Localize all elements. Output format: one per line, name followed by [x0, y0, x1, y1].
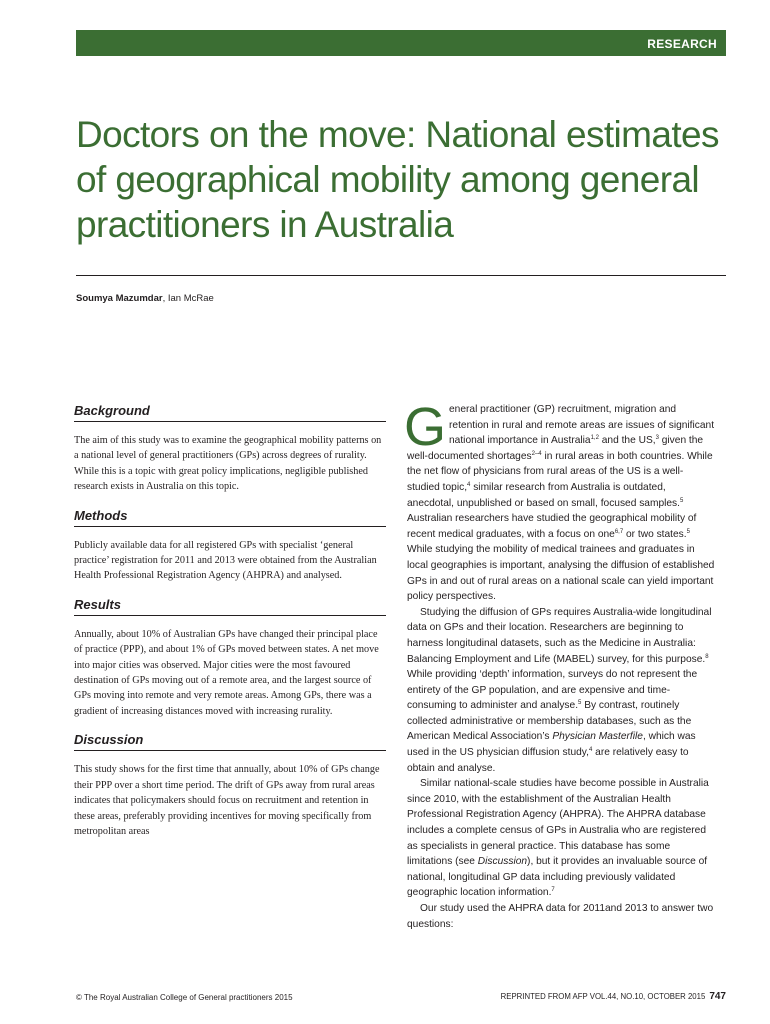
body-text: Similar national-scale studies have become possible in Australia since 2010, with the establishment of the Australian Health Professional Registration Agency (AHPRA). The AHPRA database includes a complete census of GPs in Australia who are registered as specialists in general practice. This database has some limitations (see	[407, 778, 709, 868]
body-text: or two states.	[623, 528, 687, 540]
italic-term: Discussion	[477, 856, 528, 868]
background-heading: Background	[74, 402, 386, 422]
author-line	[76, 293, 214, 305]
citation-ref: 5	[578, 700, 582, 707]
body-text: Australian researchers have studied the geographical mobility of recent medical graduates, with a focus on one	[407, 513, 697, 540]
body-paragraph	[407, 605, 715, 777]
discussion-heading: Discussion	[74, 731, 386, 751]
body-text: eneral practitioner (GP) recruitment, migration and retention in rural and remote areas are issues of significant national importance in Australia	[449, 404, 715, 447]
page-number: 747	[709, 991, 726, 1002]
abstract-column	[74, 402, 386, 851]
citation-ref: 7	[551, 887, 555, 894]
discussion-text: This study shows for the first time that annually, about 10% of GPs change their PPP over a short time period. The drift of GPs away from rural areas indicates that policymakers should focus on recruitment and retention in these areas, preferably providing incentives for moving specifically from metropolitan areas	[74, 764, 380, 837]
author-separator: ,	[162, 293, 168, 304]
body-text: By contrast, routinely collected administrative or membership databases, such as the American Medical Association’s	[407, 700, 692, 743]
body-text: , which was used in the US physician diffusion study,	[407, 731, 696, 759]
body-paragraph: Our study used the AHPRA data for 2011and 2013 to answer two questions:	[407, 903, 714, 930]
author-name: Ian McRae	[167, 293, 214, 304]
section-label: RESEARCH	[647, 37, 717, 51]
body-text: given the well-documented shortages	[407, 435, 704, 462]
citation-ref: 4	[588, 747, 593, 754]
body-text: Studying the diffusion of GPs requires Australia-wide longitudinal data on GPs and their location. Researchers are beginning to harness longitudinal datasets, such as the Medicine in Australia: Balancing Employment and Life (MABEL) survey, for this purpose.	[407, 606, 712, 665]
body-text: similar research from Australia is outdated, anecdotal, unpublished or based on small, focused samples.	[407, 481, 680, 509]
citation-ref: 5	[686, 528, 690, 535]
body-text: and the US,	[598, 435, 656, 447]
citation-ref: 4	[467, 481, 471, 488]
title-divider	[76, 275, 726, 276]
italic-term: Physician Masterfile	[552, 731, 643, 743]
article-title: Doctors on the move: National estimates of geographical mobility among general practitioners in Australia	[76, 114, 719, 245]
footer-copyright: © The Royal Australian College of General practitioners 2015	[76, 993, 293, 1002]
citation-ref: 6,7	[614, 528, 624, 535]
results-heading: Results	[74, 596, 386, 616]
body-paragraph	[407, 776, 715, 901]
body-text: are relatively easy to obtain and analyse.	[407, 747, 689, 774]
citation-ref: 8	[705, 653, 709, 660]
results-text: Annually, about 10% of Australian GPs have changed their principal place of practice (PPP), and about 1% of GPs moved between states. A net move into major cities was observed. Major cities were the most favoured destination of GPs moving out of a remote area, and the largest source of GPs moving into remote and very remote areas. Among GPs, there was a gradient of increasing distances moved with increasing rurality.	[74, 628, 379, 717]
methods-text: Publicly available data for all registered GPs with specialist ‘general practice’ registration for 2011 and 2013 were obtained from the Australian Health Professional Registration Agency (AHPRA) and analysed.	[74, 539, 377, 582]
drop-cap: G	[404, 397, 447, 457]
citation-ref: 3	[655, 435, 659, 442]
reprint-info: REPRINTED FROM AFP VOL.44, NO.10, OCTOBER 2015	[500, 992, 706, 1001]
body-text: While studying the mobility of medical trainees and graduates in local geographies is important, analysing the diffusion of established GPs in and out of rural areas on a national scale can yield important policy perspectives.	[407, 544, 715, 603]
body-text: While providing ‘depth’ information, surveys do not represent the entirety of the GP population, and are expensive and time-consuming to administer and analyse.	[407, 669, 698, 712]
citation-ref: 5	[679, 497, 684, 504]
author-name: Soumya Mazumdar	[76, 293, 163, 304]
body-text: ), but it provides an invaluable source of national, longitudinal GP data including previously validated geographic location information.	[407, 856, 708, 899]
citation-ref: 2–4	[531, 450, 542, 457]
body-text: in rural areas in both countries. While the net flow of physicians from rural areas of the US is a well-studied topic,	[407, 450, 713, 493]
background-text: The aim of this study was to examine the geographical mobility patterns on a national level of general practitioners (GPs) across degrees of rurality. While this is a topic with great policy implications, negligible published research exists in Australia on this topic.	[74, 435, 382, 493]
body-column	[404, 397, 715, 932]
footer-reprint	[501, 991, 726, 1003]
section-banner	[76, 30, 726, 56]
citation-ref: 1,2	[590, 435, 599, 442]
body-paragraph	[404, 397, 715, 605]
methods-heading: Methods	[74, 507, 386, 527]
